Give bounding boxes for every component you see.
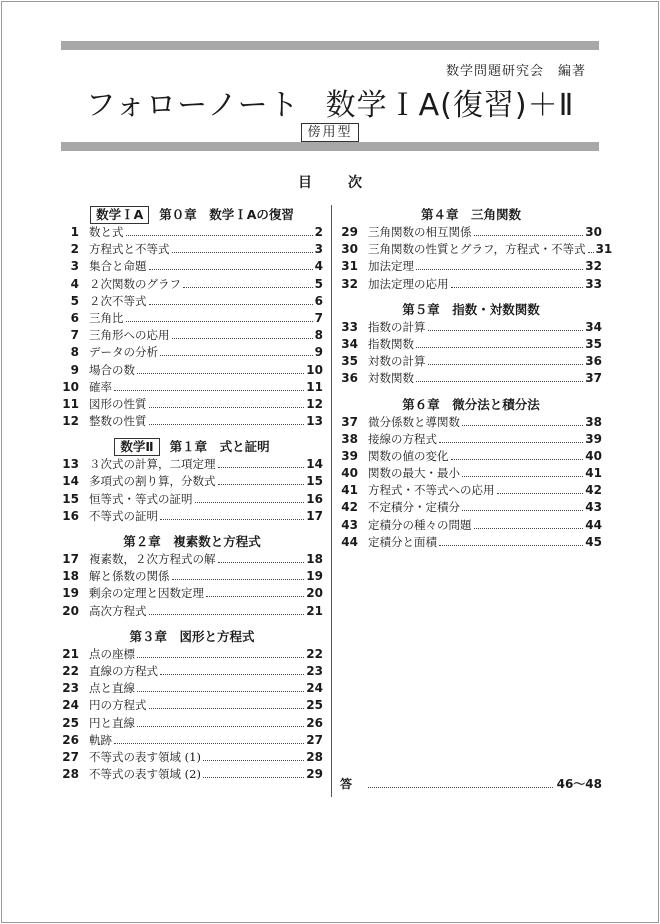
entry-page: 31 (595, 242, 613, 257)
subject-tag: 数学Ⅱ (114, 438, 159, 456)
toc-entry[interactable] (61, 508, 323, 525)
leader-dots (183, 277, 313, 288)
entry-title: 不等式の表す領域 (1) (89, 749, 201, 764)
toc-entry[interactable] (61, 715, 323, 732)
entry-page: 33 (585, 276, 602, 291)
leader-dots (416, 259, 583, 270)
toc-entry[interactable] (61, 732, 323, 749)
entry-number: 27 (62, 749, 79, 764)
chapter-heading (61, 205, 323, 224)
toc-entry[interactable] (61, 276, 323, 293)
entry-number: 29 (341, 225, 358, 239)
chapter-title: 第３章 図形と方程式 (129, 628, 255, 644)
toc-entry[interactable] (340, 276, 602, 293)
toc-entry[interactable] (340, 499, 602, 516)
entry-title: 恒等式・等式の証明 (89, 491, 193, 506)
entry-title: 数と式 (89, 225, 124, 239)
entry-number: 44 (341, 534, 358, 549)
entry-page: 44 (585, 517, 602, 532)
entry-title: 三角比 (89, 310, 124, 325)
leader-dots (451, 449, 584, 460)
entry-title: 関数の値の変化 (368, 448, 449, 463)
leader-dots (172, 242, 313, 253)
leader-dots (206, 586, 304, 597)
entry-page: 19 (306, 569, 323, 584)
entry-number: 25 (62, 715, 79, 730)
toc-entry[interactable] (340, 258, 602, 275)
toc-entry[interactable] (340, 336, 602, 353)
entry-page: 45 (585, 534, 602, 549)
leader-dots (218, 474, 305, 485)
toc-entry[interactable] (61, 362, 323, 379)
entry-number: 30 (341, 242, 358, 257)
leader-dots (439, 432, 583, 443)
entry-number: 12 (62, 414, 79, 429)
leader-dots (172, 569, 305, 580)
entry-page: 6 (314, 293, 323, 308)
entry-title: 点と直線 (89, 681, 135, 696)
leader-dots (160, 509, 304, 520)
toc-entry[interactable] (61, 603, 323, 620)
entry-page: 2 (314, 225, 323, 239)
toc-entry[interactable] (61, 396, 323, 413)
entry-page: 14 (306, 457, 323, 472)
chapter-title: 第６章 微分法と積分法 (402, 396, 540, 412)
entry-page: 30 (585, 225, 602, 239)
leader-dots (474, 518, 584, 529)
entry-page: 27 (306, 732, 323, 747)
entry-page: 29 (306, 767, 323, 782)
leader-dots (137, 363, 304, 374)
toc-entry[interactable] (340, 482, 602, 499)
leader-dots (114, 733, 304, 744)
toc-entry[interactable] (340, 224, 602, 241)
entry-page: 11 (306, 379, 323, 394)
entry-number: 13 (62, 457, 79, 472)
toc-entry[interactable] (61, 697, 323, 714)
title-main: フォローノート (85, 88, 300, 123)
entry-number: 9 (70, 362, 79, 377)
entry-title: ２次不等式 (89, 293, 147, 308)
toc-entry[interactable] (61, 241, 323, 258)
entry-number: 37 (341, 414, 358, 429)
entry-number: 24 (62, 698, 79, 713)
entry-number: 23 (62, 681, 79, 696)
entry-page: 8 (314, 328, 323, 343)
leader-dots (114, 380, 304, 391)
entry-page: 38 (585, 414, 602, 429)
leader-dots (149, 294, 313, 305)
entry-page: 18 (306, 552, 323, 566)
chapter-title: 第１章 式と証明 (169, 439, 270, 455)
entry-title: 加法定理の応用 (368, 276, 449, 291)
entry-page: 26 (306, 715, 323, 730)
entry-title: データの分析 (89, 345, 158, 360)
chapter-title: 第４章 三角関数 (420, 207, 521, 222)
entry-page: 9 (314, 345, 323, 360)
entry-title: 方程式・不等式への応用 (368, 483, 495, 498)
toc-entry[interactable] (61, 310, 323, 327)
toc-entry[interactable] (340, 353, 602, 370)
entry-title: 関数の最大・最小 (368, 466, 460, 481)
entry-number: 34 (341, 336, 358, 351)
boxed-subtitle: 傍用型 (301, 123, 358, 142)
entry-title: 方程式と不等式 (89, 242, 170, 257)
entry-number: 15 (62, 491, 79, 506)
entry-page: 15 (306, 474, 323, 489)
leader-dots (462, 415, 583, 426)
entry-number: 35 (341, 354, 358, 369)
entry-title: 微分係数と導関数 (368, 414, 460, 429)
toc-heading: 目次 (298, 175, 398, 191)
entry-page: 4 (314, 259, 323, 274)
toc-entry[interactable] (340, 448, 602, 465)
toc-entry[interactable] (61, 551, 323, 568)
leader-dots (203, 767, 304, 778)
entry-page: 20 (306, 586, 323, 601)
entry-number: 31 (341, 259, 358, 274)
entry-page: 21 (306, 603, 323, 618)
toc-entry[interactable] (61, 473, 323, 490)
toc-entry[interactable] (340, 534, 602, 551)
leader-dots (416, 337, 583, 348)
entry-page: 40 (585, 448, 602, 463)
entry-title: 複素数，２次方程式の解 (89, 552, 216, 566)
toc-entry[interactable] (340, 465, 602, 482)
entry-page: 41 (585, 466, 602, 481)
entry-title: 三角関数の性質とグラフ，方程式・不等式 (368, 242, 586, 257)
entry-number: 11 (62, 396, 79, 411)
leader-dots (137, 647, 304, 658)
chapter-heading (61, 627, 323, 646)
chapter-heading (340, 300, 602, 319)
entry-title: 円の方程式 (89, 698, 147, 713)
bottom-rule (61, 142, 599, 151)
entry-title: 三角関数の相互関係 (368, 225, 472, 239)
chapter-heading (61, 437, 323, 456)
entry-title: 指数関数 (368, 336, 414, 351)
entry-title: 高次方程式 (89, 603, 147, 618)
entry-page: 25 (306, 698, 323, 713)
leader-dots (160, 664, 304, 675)
entry-number: 20 (62, 603, 79, 618)
entry-number: 39 (341, 448, 358, 463)
leader-dots (462, 466, 583, 477)
toc-entry[interactable] (340, 517, 602, 534)
entry-page: 3 (314, 242, 323, 257)
entry-number: 36 (341, 371, 358, 386)
title-sub: 数学ＩA(復習)＋Ⅱ (325, 88, 575, 123)
leader-dots (149, 414, 305, 425)
entry-number: 5 (70, 293, 79, 308)
leader-dots (126, 311, 313, 322)
leader-dots (462, 500, 583, 511)
toc-entry[interactable] (340, 414, 602, 431)
toc-entry[interactable] (61, 413, 323, 430)
leader-dots (368, 777, 553, 788)
chapter-heading (61, 532, 323, 551)
leader-dots (588, 242, 594, 253)
chapter-heading (340, 395, 602, 414)
entry-page: 17 (306, 508, 323, 523)
entry-title: 定積分の種々の問題 (368, 517, 472, 532)
toc-entry[interactable] (61, 224, 323, 241)
entry-title: 不等式の証明 (89, 508, 158, 523)
leader-dots (218, 552, 305, 563)
toc-entry[interactable] (61, 344, 323, 361)
entry-number: 19 (62, 586, 79, 601)
subject-tag: 数学ＩA (90, 206, 149, 224)
entry-title: 直線の方程式 (89, 663, 158, 678)
entry-title: 不等式の表す領域 (2) (89, 767, 201, 782)
entry-title: ３次式の計算，二項定理 (89, 457, 216, 472)
toc-entry[interactable] (61, 568, 323, 585)
entry-number: 16 (62, 508, 79, 523)
toc-entry[interactable] (61, 379, 323, 396)
toc-entry[interactable] (61, 491, 323, 508)
leader-dots (149, 698, 305, 709)
leader-dots (172, 328, 313, 339)
chapter-title: 第５章 指数・対数関数 (402, 301, 540, 317)
entry-title: 点の座標 (89, 646, 135, 661)
entry-page: 12 (306, 396, 323, 411)
entry-page: 37 (585, 371, 602, 386)
entry-title: 対数関数 (368, 371, 414, 386)
toc-entry[interactable] (61, 663, 323, 680)
toc-entry[interactable] (340, 241, 613, 258)
leader-dots (416, 371, 583, 382)
entry-number: 10 (62, 379, 79, 394)
leader-dots (160, 345, 313, 356)
toc-entry[interactable] (340, 431, 602, 448)
entry-number: 4 (70, 276, 79, 291)
entry-number: 32 (341, 276, 358, 291)
entry-number: 40 (341, 466, 358, 481)
entry-page: 13 (306, 414, 323, 429)
entry-title: 集合と命題 (89, 259, 147, 274)
toc-entry[interactable] (340, 319, 602, 336)
toc-left-column (61, 205, 323, 783)
entry-page: 7 (314, 310, 323, 325)
answer-label: 答 (340, 777, 353, 791)
entry-page: 42 (585, 483, 602, 498)
entry-page: 39 (585, 431, 602, 446)
answer-page: 46～48 (556, 777, 602, 791)
entry-title: 軌跡 (89, 732, 112, 747)
entry-number: 18 (62, 569, 79, 584)
entry-number: 38 (341, 431, 358, 446)
top-rule (61, 41, 599, 50)
leader-dots (218, 457, 305, 468)
entry-title: 整数の性質 (89, 414, 147, 429)
entry-number: 2 (70, 242, 79, 257)
entry-page: 5 (314, 276, 323, 291)
entry-title: 解と係数の関係 (89, 569, 170, 584)
entry-title: 対数の計算 (368, 354, 426, 369)
entry-number: 6 (70, 310, 79, 325)
toc-entry[interactable] (61, 749, 323, 766)
entry-title: 定積分と面積 (368, 534, 437, 549)
toc-entry[interactable] (61, 327, 323, 344)
entry-number: 8 (70, 345, 79, 360)
entry-number: 7 (70, 328, 79, 343)
leader-dots (451, 277, 584, 288)
entry-number: 22 (62, 663, 79, 678)
entry-title: 加法定理 (368, 259, 414, 274)
leader-dots (149, 259, 313, 270)
entry-title: ２次関数のグラフ (89, 276, 181, 291)
entry-title: 指数の計算 (368, 319, 426, 334)
entry-page: 16 (306, 491, 323, 506)
chapter-title: 第０章 数学ＩAの復習 (159, 207, 294, 222)
entry-title: 剰余の定理と因数定理 (89, 586, 204, 601)
entry-page: 36 (585, 354, 602, 369)
entry-number: 28 (62, 767, 79, 782)
entry-number: 41 (341, 483, 358, 498)
entry-number: 17 (62, 552, 79, 566)
toc-right-column (340, 205, 613, 551)
leader-dots (149, 397, 305, 408)
chapter-heading (340, 205, 602, 224)
entry-page: 35 (585, 336, 602, 351)
entry-page: 22 (306, 646, 323, 661)
leader-dots (428, 320, 584, 331)
entry-title: 場合の数 (89, 362, 135, 377)
toc-entry[interactable] (61, 680, 323, 697)
entry-title: 図形の性質 (89, 396, 147, 411)
leader-dots (203, 750, 304, 761)
entry-number: 3 (70, 259, 79, 274)
entry-page: 10 (306, 362, 323, 377)
entry-title: 接線の方程式 (368, 431, 437, 446)
column-divider (331, 205, 332, 797)
toc-entry[interactable] (61, 585, 323, 602)
entry-number: 43 (341, 517, 358, 532)
book-title (0, 80, 660, 124)
entry-number: 1 (70, 225, 79, 239)
entry-title: 円と直線 (89, 715, 135, 730)
leader-dots (497, 483, 584, 494)
entry-page: 34 (585, 319, 602, 334)
toc-entry[interactable] (61, 766, 323, 783)
leader-dots (195, 492, 305, 503)
toc-entry[interactable] (61, 293, 323, 310)
entry-title: 不定積分・定積分 (368, 500, 460, 515)
chapter-title: 第２章 複素数と方程式 (123, 534, 261, 549)
entry-number: 26 (62, 732, 79, 747)
entry-number: 21 (62, 646, 79, 661)
leader-dots (149, 604, 305, 615)
entry-number: 14 (62, 474, 79, 489)
entry-page: 32 (585, 259, 602, 274)
leader-dots (474, 225, 584, 236)
entry-page: 28 (306, 749, 323, 764)
publisher: 数学問題研究会 編著 (445, 64, 586, 79)
leader-dots (137, 681, 304, 692)
entry-title: 多項式の割り算，分数式 (89, 474, 216, 489)
boxed-subtitle-wrap (0, 121, 660, 142)
leader-dots (126, 225, 313, 236)
leader-dots (428, 354, 584, 365)
toc-entry[interactable] (61, 456, 323, 473)
toc-entry[interactable] (61, 258, 323, 275)
entry-number: 33 (341, 319, 358, 334)
leader-dots (137, 716, 304, 727)
entry-number: 42 (341, 500, 358, 515)
entry-page: 23 (306, 663, 323, 678)
entry-page: 43 (585, 500, 602, 515)
toc-entry[interactable] (340, 370, 602, 387)
toc-entry[interactable] (61, 646, 323, 663)
entry-title: 確率 (89, 379, 112, 394)
leader-dots (439, 535, 583, 546)
entry-page: 24 (306, 681, 323, 696)
entry-title: 三角形への応用 (89, 328, 170, 343)
answer-entry[interactable] (340, 776, 602, 793)
